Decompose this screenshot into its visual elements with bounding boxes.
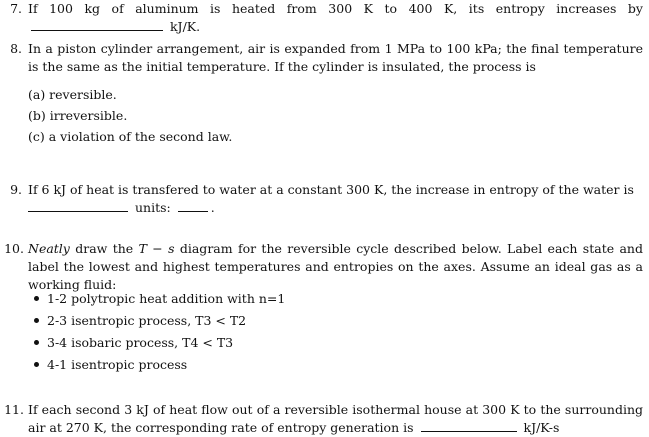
question-7	[8, 0, 643, 36]
option-b: (b) irreversible.	[28, 108, 128, 123]
q10-cycle-list	[34, 290, 285, 378]
question-8	[8, 40, 643, 76]
q9-units-label: units:	[134, 200, 171, 215]
q10-text-a: draw the	[75, 241, 134, 256]
answer-blank[interactable]	[31, 18, 163, 31]
q10-emph: Neatly	[28, 241, 70, 256]
q10-diagram: T − s	[138, 241, 175, 256]
q8-text: In a piston cylinder arrangement, air is expanded from 1 MPa to 100 kPa; the final temperature is the same as the initial temperature. If the cylinder is insulated, the process is	[28, 41, 643, 74]
question-text	[28, 240, 643, 294]
q10-text-b: diagram for the reversible cycle described below. Label each state and label the lowest and highest temperatures and entropies on the axes. Assume an ideal gas as a working fluid:	[28, 241, 643, 292]
q11-text: If each second 3 kJ of heat flow out of a reversible isothermal house at 300 K to the surrounding air at 270 K, the corresponding rate of entropy generation is	[28, 402, 643, 435]
bullet-icon	[34, 362, 39, 367]
list-item: 1-2 polytropic heat addition with n=1	[34, 290, 285, 312]
question-text	[28, 401, 643, 437]
q11-unit: kJ/K-s	[523, 420, 560, 435]
q8-options	[28, 86, 232, 149]
list-item: 2-3 isentropic process, T3 < T2	[34, 312, 285, 334]
question-text	[28, 0, 643, 36]
question-text	[28, 181, 643, 217]
option-c: (c) a violation of the second law.	[28, 129, 233, 144]
q7-text: If 100 kg of aluminum is heated from 300 K to 400 K, its entropy increases by	[28, 1, 643, 16]
question-number: 8.	[10, 41, 22, 56]
q7-unit: kJ/K.	[169, 19, 201, 34]
question-number: 9.	[10, 182, 22, 197]
q9-end: .	[210, 200, 215, 215]
answer-blank[interactable]	[421, 419, 517, 432]
bullet-icon	[34, 340, 39, 345]
question-number: 7.	[10, 1, 22, 16]
bullet-icon	[34, 318, 39, 323]
question-9	[8, 181, 643, 217]
question-number: 11.	[4, 402, 24, 417]
option-a: (a) reversible.	[28, 87, 117, 102]
question-11	[4, 401, 643, 437]
q9-text: If 6 kJ of heat is transfered to water at a constant 300 K, the increase in entropy of the water is	[28, 182, 634, 197]
question-10	[4, 240, 643, 294]
list-item: 3-4 isobaric process, T4 < T3	[34, 334, 285, 356]
question-number: 10.	[4, 241, 24, 256]
list-item: 4-1 isentropic process	[34, 356, 285, 378]
bullet-icon	[34, 296, 39, 301]
answer-blank[interactable]	[28, 199, 128, 212]
units-blank[interactable]	[178, 199, 208, 212]
